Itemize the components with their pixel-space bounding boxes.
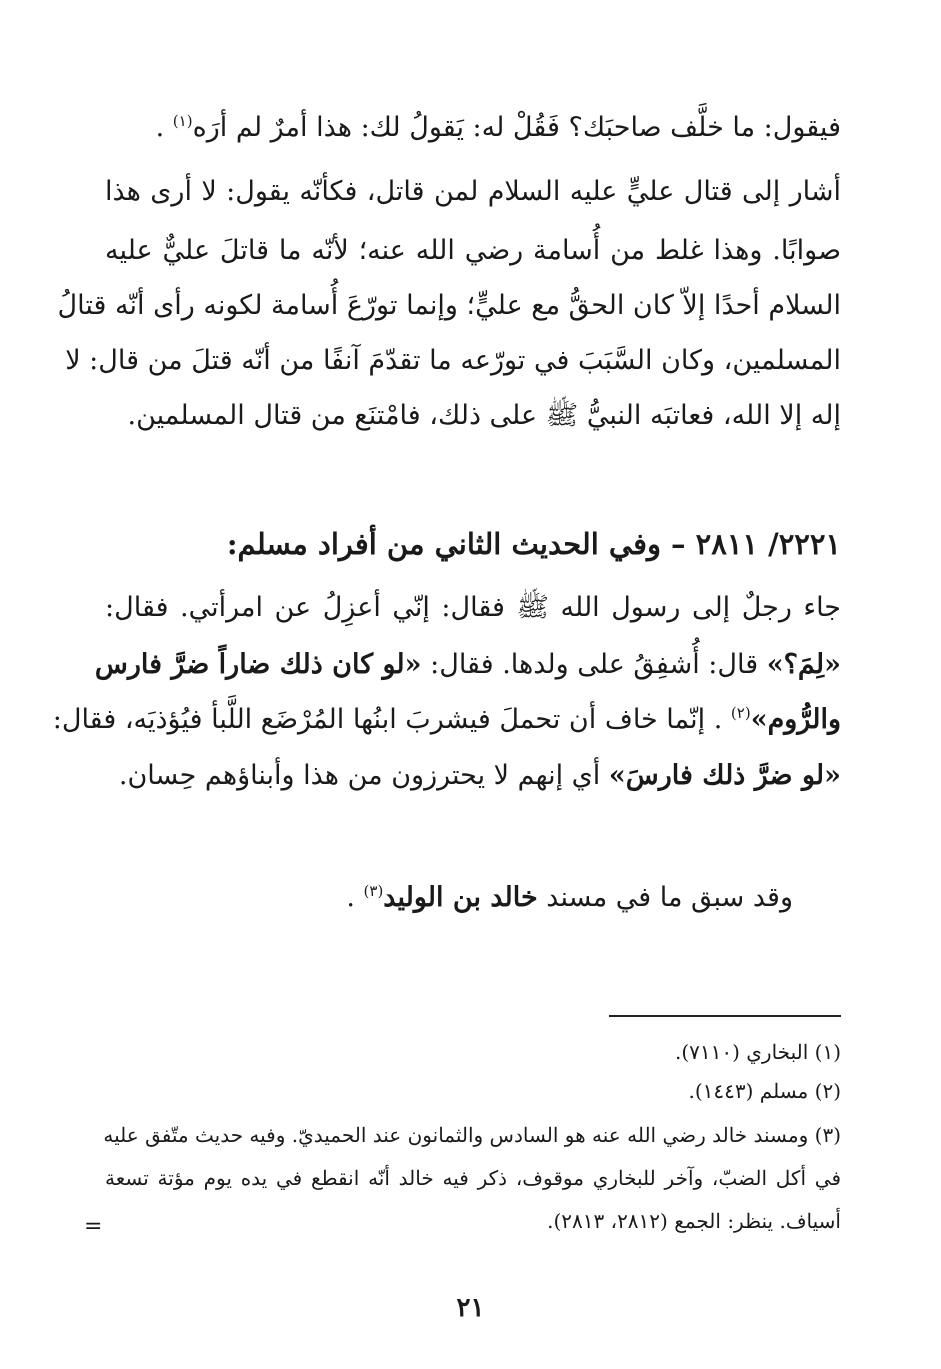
footnote-ref-3: (٣) bbox=[363, 882, 384, 900]
footnote-separator bbox=[609, 1015, 841, 1017]
quote-persia: «لو ضرَّ ذلك فارسَ» bbox=[608, 760, 841, 791]
section-divider-2 bbox=[0, 813, 941, 843]
line-1-text: فيقول: ما خلَّف صاحبَك؟ فَقُلْ له: يَقولُ لك: هذا أمرٌ لم أرَه bbox=[192, 112, 841, 143]
continuation-mark: = bbox=[84, 1214, 103, 1239]
footnote-ref-2: (٢) bbox=[730, 704, 751, 722]
para2-line-2-text: قال: أُشفِقُ على ولدها. فقال: bbox=[421, 649, 767, 680]
quote-hadith-start: «لو كان ذلك ضاراً ضرَّ فارس bbox=[94, 649, 422, 680]
footnote-3-line-1: (٣) ومسند خالد رضي الله عنه هو السادس والثمانون عند الحميديّ. وفيه حديث متّفق عليه bbox=[103, 1123, 841, 1147]
para3-end: . bbox=[346, 882, 364, 913]
para2-line-4 bbox=[105, 756, 841, 796]
page-number: ٢١ bbox=[456, 1293, 485, 1323]
para1-line-4: المسلمين، وكان السَّبَبَ في تورّعه ما تقدّمَ آنفًا من أنّه قتلَ من قال: لا bbox=[65, 345, 841, 376]
text-line-1 bbox=[105, 108, 841, 148]
para2-line-2 bbox=[94, 645, 841, 685]
para1-line-5: إله إلا الله، فعاتبَه النبيُّ ﷺ على ذلك، فامْتنَع من قتال المسلمين. bbox=[127, 400, 841, 431]
footnote-2: (٢) مسلم (١٤٤٣). bbox=[688, 1079, 841, 1103]
footnote-3-line-3: أسياف. ينظر: الجمع (٢٨١٢، ٢٨١٣). bbox=[547, 1209, 841, 1233]
footnote-1: (١) البخاري (٧١١٠). bbox=[674, 1040, 841, 1064]
quote-hadith-end: والرُّوم» bbox=[750, 704, 841, 735]
para1-line-1: أشار إلى قتال عليٍّ عليه السلام لمن قاتل، فكأنّه يقول: لا أرى هذا bbox=[105, 176, 841, 207]
section-divider-1 bbox=[0, 453, 941, 483]
musnad-name: خالد بن الوليد bbox=[383, 882, 538, 913]
para1-line-3: السلام أحدًا إلاّ كان الحقُّ مع عليٍّ؛ وإنما تورّعَ أُسامة لكونه رأى أنّه قتالُ bbox=[57, 290, 841, 321]
line-1-end: . bbox=[155, 112, 173, 143]
para3-line bbox=[105, 878, 793, 918]
footnote-3-line-2: في أكل الضبّ، وآخر للبخاري موقوف، ذكر فيه خالد أنّه انقطع في يده يوم مؤتة تسعة bbox=[105, 1166, 841, 1190]
para1-line-2: صوابًا. وهذا غلط من أُسامة رضي الله عنه؛ لأنّه ما قاتلَ عليٌّ عليه bbox=[105, 235, 841, 266]
footnote-ref-1: (١) bbox=[172, 112, 193, 130]
para2-line-3 bbox=[52, 700, 841, 740]
quote-lima: «لِمَ؟» bbox=[766, 649, 841, 680]
para2-line-4-text: أي إنهم لا يحترزون من هذا وأبناؤهم حِسان. bbox=[118, 760, 609, 791]
para2-line-3-text: . إنّما خاف أن تحملَ فيشربَ ابنُها المُرْضَع اللَّبأ فيُؤذيَه، فقال: bbox=[52, 704, 731, 735]
hadith-heading: ٢٢٢١/ ٢٨١١ – وفي الحديث الثاني من أفراد مسلم: bbox=[226, 527, 841, 561]
section-divider-3 bbox=[0, 936, 941, 966]
para2-line-1: جاء رجلٌ إلى رسول الله ﷺ فقال: إنّي أعزِلُ عن امرأتي. فقال: bbox=[105, 592, 841, 623]
para3-text: وقد سبق ما في مسند bbox=[537, 882, 793, 913]
